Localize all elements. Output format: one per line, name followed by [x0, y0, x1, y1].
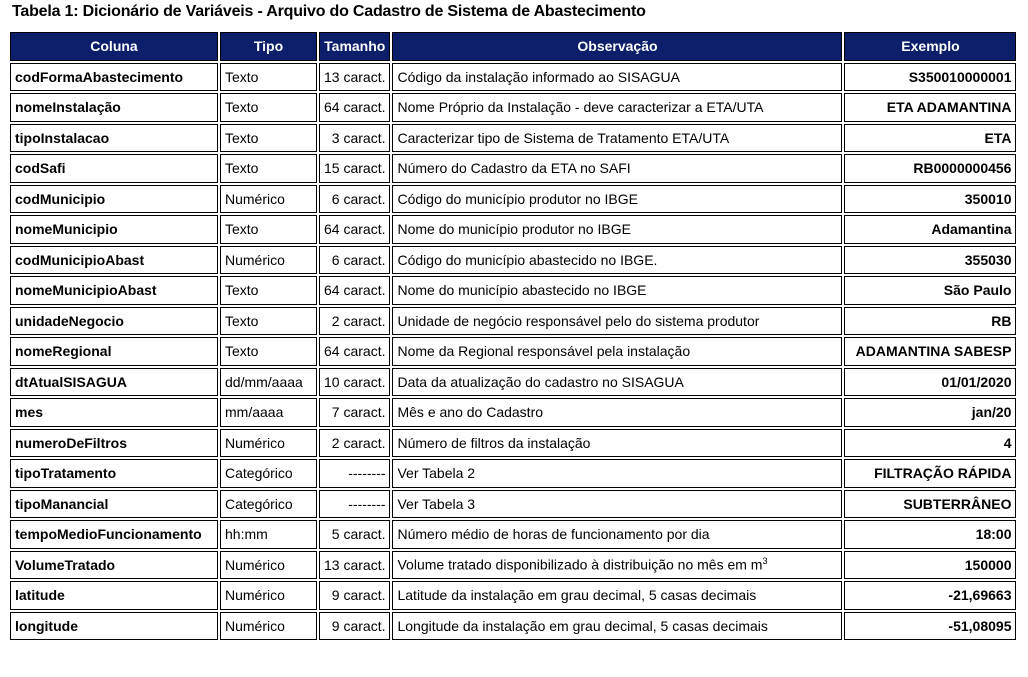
cell-coluna: [10, 276, 218, 305]
cell-coluna: [10, 551, 218, 580]
cell-tipo-text: Texto: [225, 312, 259, 329]
cell-observacao: [392, 612, 842, 641]
cell-exemplo: [844, 185, 1016, 214]
cell-coluna: [10, 581, 218, 610]
cell-tipo: [220, 63, 317, 92]
cell-coluna-text: codMunicipioAbast: [15, 251, 145, 268]
cell-coluna-text: longitude: [15, 617, 78, 634]
cell-observacao-text: Volume tratado disponibilizado à distribuição no mês em m: [397, 557, 763, 574]
table-row: [10, 154, 1016, 183]
cell-coluna-text: VolumeTratado: [15, 556, 116, 573]
cell-tamanho-text: 6 caract.: [331, 251, 386, 268]
cell-observacao: [392, 185, 842, 214]
cell-tamanho: [319, 154, 390, 183]
cell-exemplo-text: SUBTERRÂNEO: [903, 495, 1012, 512]
table-row: [10, 185, 1016, 214]
cell-exemplo-text: 150000: [964, 556, 1012, 573]
cell-tamanho-text: 13 caract.: [324, 68, 386, 85]
cell-tamanho-text: --------: [348, 465, 386, 482]
cell-observacao-text: Caracterizar tipo de Sistema de Tratamento ETA/UTA: [397, 129, 730, 146]
header-coluna: Coluna: [10, 32, 218, 61]
cell-exemplo-text: FILTRAÇÃO RÁPIDA: [874, 465, 1012, 482]
table-row: [10, 459, 1016, 488]
cell-tipo-text: mm/aaaa: [225, 404, 284, 421]
cell-tamanho: [319, 124, 390, 153]
cell-coluna: [10, 612, 218, 641]
cell-tamanho-text: 10 caract.: [324, 373, 386, 390]
cell-observacao: [392, 429, 842, 458]
cell-tamanho-text: 6 caract.: [331, 190, 386, 207]
cell-exemplo: [844, 215, 1016, 244]
cell-coluna-text: dtAtualSISAGUA: [15, 373, 127, 390]
cell-coluna-text: tipoTratamento: [15, 465, 117, 482]
cell-coluna-text: tipoInstalacao: [15, 129, 110, 146]
cell-tamanho: [319, 307, 390, 336]
cell-coluna: [10, 215, 218, 244]
cell-coluna-text: nomeRegional: [15, 343, 112, 360]
cell-coluna: [10, 124, 218, 153]
cell-exemplo-text: 350010: [964, 190, 1012, 207]
cell-observacao: [392, 93, 842, 122]
cell-exemplo-text: 01/01/2020: [941, 373, 1012, 390]
cell-tamanho-text: --------: [348, 495, 386, 512]
cell-tamanho: [319, 337, 390, 366]
cell-exemplo-text: jan/20: [971, 404, 1012, 421]
cell-exemplo: [844, 551, 1016, 580]
cell-tipo-text: Texto: [225, 68, 259, 85]
cell-coluna-text: numeroDeFiltros: [15, 434, 128, 451]
cell-observacao: [392, 276, 842, 305]
cell-coluna-text: nomeInstalação: [15, 99, 121, 116]
header-observacao: Observação: [392, 32, 842, 61]
cell-exemplo: [844, 398, 1016, 427]
cell-tamanho: [319, 490, 390, 519]
cell-exemplo-text: RB0000000456: [913, 160, 1012, 177]
cell-tipo-text: Texto: [225, 160, 259, 177]
cell-tipo: [220, 520, 317, 549]
cell-tamanho-text: 5 caract.: [331, 526, 386, 543]
cell-tipo: [220, 246, 317, 275]
cell-tamanho-text: 7 caract.: [331, 404, 386, 421]
table-row: [10, 124, 1016, 153]
cell-tamanho-text: 15 caract.: [324, 160, 386, 177]
cell-exemplo: [844, 429, 1016, 458]
cell-exemplo: [844, 612, 1016, 641]
cell-exemplo-text: Adamantina: [931, 221, 1012, 238]
cell-coluna-text: latitude: [15, 587, 65, 604]
header-row: [10, 32, 1016, 61]
cell-tamanho: [319, 368, 390, 397]
cell-tamanho-text: 64 caract.: [324, 221, 386, 238]
cell-exemplo: [844, 276, 1016, 305]
cell-observacao-text: Mês e ano do Cadastro: [397, 404, 544, 421]
superscript: 3: [762, 556, 768, 567]
cell-exemplo-text: ETA: [984, 129, 1012, 146]
cell-tipo: [220, 490, 317, 519]
cell-tamanho: [319, 551, 390, 580]
cell-tipo: [220, 429, 317, 458]
header-exemplo: Exemplo: [844, 32, 1016, 61]
cell-tamanho-text: 2 caract.: [331, 312, 386, 329]
cell-observacao: [392, 459, 842, 488]
cell-exemplo: [844, 368, 1016, 397]
cell-exemplo-text: -51,08095: [948, 617, 1012, 634]
cell-tipo: [220, 185, 317, 214]
cell-exemplo-text: RB: [991, 312, 1012, 329]
cell-exemplo: [844, 154, 1016, 183]
table-row: [10, 307, 1016, 336]
cell-exemplo-text: -21,69663: [948, 587, 1012, 604]
cell-exemplo: [844, 246, 1016, 275]
cell-exemplo: [844, 93, 1016, 122]
cell-coluna: [10, 154, 218, 183]
cell-observacao-text: Nome Próprio da Instalação - deve caracterizar a ETA/UTA: [397, 99, 764, 116]
table-row: [10, 215, 1016, 244]
cell-coluna-text: nomeMunicipioAbast: [15, 282, 157, 299]
cell-observacao: [392, 124, 842, 153]
cell-coluna: [10, 93, 218, 122]
cell-tipo: [220, 551, 317, 580]
cell-tipo-text: Texto: [225, 129, 259, 146]
table-row: [10, 246, 1016, 275]
cell-tipo-text: Categórico: [225, 465, 293, 482]
cell-observacao-text: Ver Tabela 3: [397, 495, 476, 512]
cell-tipo: [220, 124, 317, 153]
cell-exemplo: [844, 459, 1016, 488]
cell-tipo: [220, 276, 317, 305]
cell-tipo-text: Numérico: [225, 556, 285, 573]
table-title: Tabela 1: Dicionário de Variáveis - Arquivo do Cadastro de Sistema de Abastecimento: [12, 3, 646, 20]
cell-observacao: [392, 215, 842, 244]
cell-exemplo: [844, 520, 1016, 549]
header-tamanho: Tamanho: [319, 32, 390, 61]
cell-exemplo-text: São Paulo: [943, 282, 1012, 299]
cell-observacao: [392, 398, 842, 427]
cell-tipo: [220, 459, 317, 488]
cell-coluna: [10, 368, 218, 397]
cell-coluna-text: codSafi: [15, 160, 66, 177]
cell-observacao-text: Número do Cadastro da ETA no SAFI: [397, 160, 631, 177]
cell-coluna-text: codFormaAbastecimento: [15, 68, 184, 85]
cell-observacao: [392, 520, 842, 549]
table-row: [10, 612, 1016, 641]
header-tipo: Tipo: [220, 32, 317, 61]
cell-exemplo-text: ADAMANTINA SABESP: [855, 343, 1012, 360]
cell-observacao: [392, 307, 842, 336]
cell-coluna: [10, 490, 218, 519]
cell-tipo: [220, 307, 317, 336]
cell-tipo: [220, 154, 317, 183]
cell-coluna-text: codMunicipio: [15, 190, 106, 207]
cell-observacao-text: Código do município produtor no IBGE: [397, 190, 638, 207]
table-row: [10, 581, 1016, 610]
cell-tipo: [220, 93, 317, 122]
cell-tamanho-text: 2 caract.: [331, 434, 386, 451]
cell-observacao: [392, 551, 842, 580]
cell-exemplo-text: 4: [1003, 434, 1012, 451]
cell-tamanho: [319, 612, 390, 641]
cell-tipo-text: Numérico: [225, 190, 285, 207]
cell-tipo-text: Numérico: [225, 617, 285, 634]
cell-observacao-text: Código do município abastecido no IBGE.: [397, 251, 658, 268]
cell-coluna-text: tipoManancial: [15, 495, 109, 512]
cell-coluna-text: unidadeNegocio: [15, 312, 124, 329]
cell-tipo: [220, 215, 317, 244]
cell-exemplo: [844, 63, 1016, 92]
cell-tamanho-text: 3 caract.: [331, 129, 386, 146]
cell-observacao-text: Data da atualização do cadastro no SISAGUA: [397, 373, 684, 390]
cell-coluna-text: nomeMunicipio: [15, 221, 118, 238]
table-row: [10, 429, 1016, 458]
table-row: [10, 368, 1016, 397]
cell-coluna: [10, 307, 218, 336]
cell-tipo: [220, 612, 317, 641]
cell-tamanho: [319, 63, 390, 92]
table-row: [10, 276, 1016, 305]
cell-exemplo: [844, 124, 1016, 153]
cell-tipo-text: Texto: [225, 282, 259, 299]
cell-exemplo-text: ETA ADAMANTINA: [886, 99, 1012, 116]
cell-tipo: [220, 581, 317, 610]
cell-coluna-text: tempoMedioFuncionamento: [15, 526, 202, 543]
table-row: [10, 337, 1016, 366]
cell-coluna: [10, 246, 218, 275]
cell-exemplo: [844, 307, 1016, 336]
cell-observacao-text: Latitude da instalação em grau decimal, 5 casas decimais: [397, 587, 757, 604]
cell-observacao: [392, 337, 842, 366]
cell-observacao-text: Ver Tabela 2: [397, 465, 476, 482]
cell-tamanho-text: 9 caract.: [331, 587, 386, 604]
cell-exemplo-text: 355030: [964, 251, 1012, 268]
cell-coluna: [10, 520, 218, 549]
table-row: [10, 398, 1016, 427]
cell-tipo: [220, 368, 317, 397]
cell-observacao: [392, 154, 842, 183]
cell-tipo-text: Texto: [225, 221, 259, 238]
table-row: [10, 490, 1016, 519]
cell-coluna: [10, 185, 218, 214]
cell-observacao-text: Código da instalação informado ao SISAGUA: [397, 68, 680, 85]
cell-tamanho: [319, 429, 390, 458]
table-row: [10, 520, 1016, 549]
cell-observacao-text: Unidade de negócio responsável pelo do sistema produtor: [397, 312, 760, 329]
cell-coluna: [10, 398, 218, 427]
cell-tamanho: [319, 185, 390, 214]
cell-tipo-text: Texto: [225, 99, 259, 116]
cell-observacao-text: Nome do município produtor no IBGE: [397, 221, 631, 238]
cell-tamanho: [319, 398, 390, 427]
cell-exemplo-text: 18:00: [975, 526, 1012, 543]
cell-observacao: [392, 246, 842, 275]
cell-tipo: [220, 337, 317, 366]
cell-tamanho: [319, 459, 390, 488]
variable-dictionary-table: [8, 30, 1018, 642]
cell-tipo-text: Categórico: [225, 495, 293, 512]
cell-observacao-text: Nome da Regional responsável pela instalação: [397, 343, 691, 360]
cell-observacao-text: Número de filtros da instalação: [397, 434, 591, 451]
cell-observacao: [392, 490, 842, 519]
cell-tipo-text: dd/mm/aaaa: [225, 373, 303, 390]
cell-tamanho: [319, 520, 390, 549]
cell-observacao-text: Nome do município abastecido no IBGE: [397, 282, 647, 299]
cell-tamanho-text: 13 caract.: [324, 556, 386, 573]
cell-observacao: [392, 368, 842, 397]
cell-tamanho: [319, 215, 390, 244]
cell-coluna: [10, 429, 218, 458]
cell-exemplo: [844, 490, 1016, 519]
cell-tipo: [220, 398, 317, 427]
cell-tipo-text: hh:mm: [225, 526, 268, 543]
cell-tipo-text: Numérico: [225, 587, 285, 604]
cell-tamanho: [319, 93, 390, 122]
cell-tamanho: [319, 276, 390, 305]
table-row: [10, 63, 1016, 92]
cell-tipo-text: Texto: [225, 343, 259, 360]
cell-tamanho-text: 64 caract.: [324, 343, 386, 360]
cell-tipo-text: Numérico: [225, 251, 285, 268]
cell-tamanho: [319, 581, 390, 610]
cell-observacao-text: Longitude da instalação em grau decimal, 5 casas decimais: [397, 617, 768, 634]
cell-coluna: [10, 337, 218, 366]
cell-tamanho-text: 64 caract.: [324, 99, 386, 116]
cell-exemplo: [844, 581, 1016, 610]
cell-tipo-text: Numérico: [225, 434, 285, 451]
cell-observacao: [392, 63, 842, 92]
cell-observacao: [392, 581, 842, 610]
table-row: [10, 93, 1016, 122]
cell-exemplo: [844, 337, 1016, 366]
cell-coluna: [10, 63, 218, 92]
table-row: [10, 551, 1016, 580]
cell-tamanho-text: 64 caract.: [324, 282, 386, 299]
cell-observacao-text: Número médio de horas de funcionamento por dia: [397, 526, 710, 543]
cell-exemplo-text: S350010000001: [908, 68, 1012, 85]
cell-coluna: [10, 459, 218, 488]
cell-tamanho: [319, 246, 390, 275]
cell-coluna-text: mes: [15, 404, 44, 421]
cell-tamanho-text: 9 caract.: [331, 617, 386, 634]
